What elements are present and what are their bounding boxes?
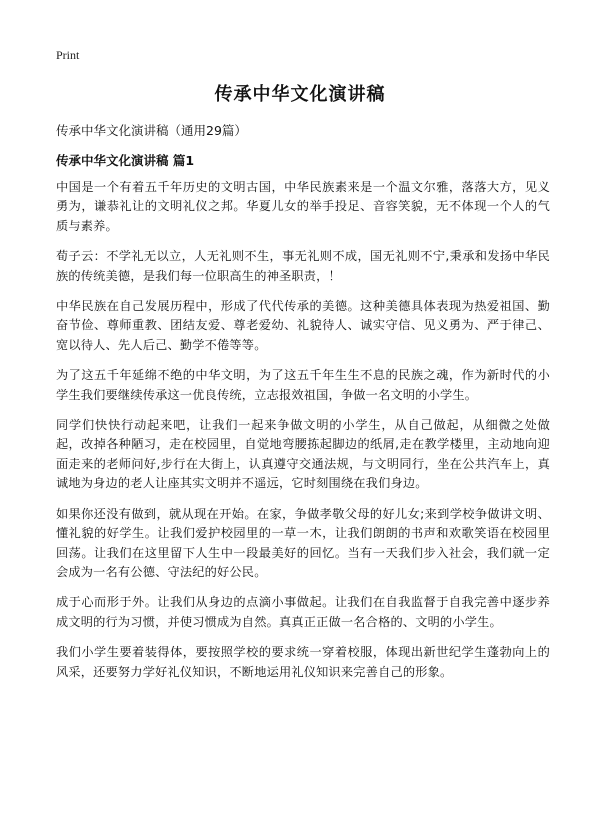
document-subtitle: 传承中华文化演讲稿（通用29篇） <box>56 123 247 138</box>
paragraph: 中华民族在自己发展历程中，形成了代代传承的美德。这种美德具体表现为热爱祖国、勤奋节俭、尊师重教、团结友爱、尊老爱幼、礼貌待人、诚实守信、见义勇为、严于律己、宽以待人、先人后己、勤学不倦等等。 <box>56 299 550 352</box>
paragraph: 中国是一个有着五千年历史的文明古国，中华民族素来是一个温文尔雅，落落大方，见义勇为，谦恭礼让的文明礼仪之邦。华夏儿女的举手投足、音容笑貌，无不体现一个人的气质与素养。 <box>56 180 550 233</box>
document-title: 传承中华文化演讲稿 <box>214 84 386 105</box>
paragraph: 成于心而形于外。让我们从身边的点滴小事做起。让我们在自我监督于自我完善中逐步养成文明的行为习惯，并使习惯成为自然。真真正正做一名合格的、文明的小学生。 <box>56 595 550 629</box>
paragraph: 如果你还没有做到，就从现在开始。在家，争做孝敬父母的好儿女;来到学校争做讲文明、懂礼貌的好学生。让我们爱护校园里的一草一木，让我们朗朗的书声和欢歌笑语在校园里回荡。让我们在这里留下人生中一段最美好的回忆。当有一天我们步入社会，我们就一定会成为一名有公德、守法纪的好公民。 <box>56 506 550 579</box>
paragraph: 同学们快快行动起来吧，让我们一起来争做文明的小学生，从自己做起，从细微之处做起，改掉各种陋习，走在校园里，自觉地弯腰拣起脚边的纸屑,走在教学楼里，主动地向迎面走来的老师问好,步行在大街上，认真遵守交通法规，与文明同行，坐在公共汽车上，真诚地为身边的老人让座其实文明并不遥远，它时刻围绕在我们身边。 <box>56 418 550 491</box>
print-link[interactable]: Print <box>56 48 80 62</box>
paragraph: 我们小学生要着装得体，要按照学校的要求统一穿着校服，体现出新世纪学生蓬勃向上的风采，还要努力学好礼仪知识，不断地运用礼仪知识来完善自己的形象。 <box>56 645 550 679</box>
section-heading: 传承中华文化演讲稿 篇1 <box>56 153 195 168</box>
paragraph: 荀子云：不学礼无以立，人无礼则不生，事无礼则不成，国无礼则不宁,秉承和发扬中华民族的传统美德，是我们每一位职高生的神圣职责，！ <box>56 249 550 283</box>
paragraph: 为了这五千年延绵不绝的中华文明，为了这五千年生生不息的民族之魂，作为新时代的小学生我们要继续传承这一优良传统，立志报效祖国，争做一名文明的小学生。 <box>56 368 550 402</box>
document-body <box>56 178 550 693</box>
